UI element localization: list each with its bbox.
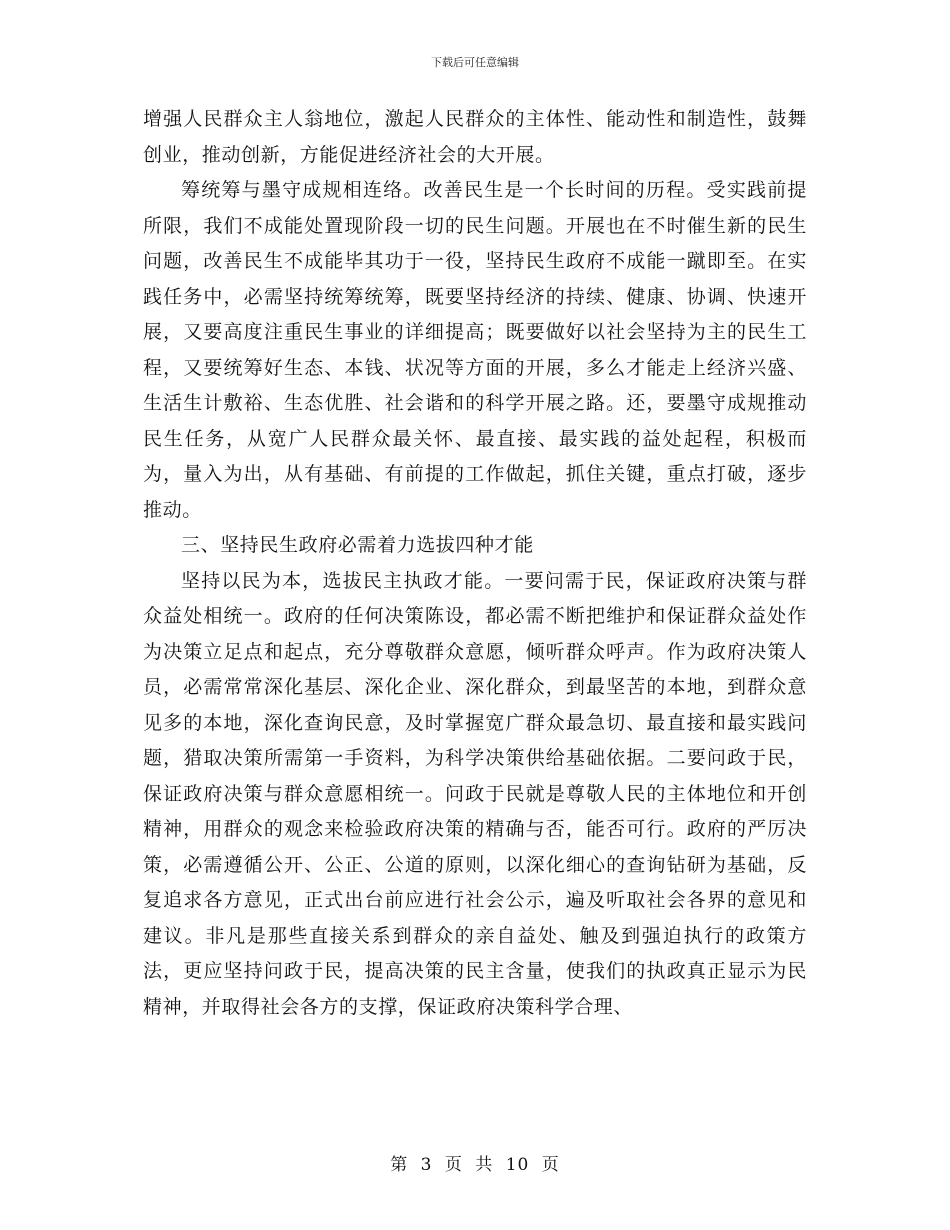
document-body bbox=[143, 102, 807, 1025]
paragraph-3: 坚持以民为本，选拔民主执政才能。一要问需于民，保证政府决策与群众益处相统一。政府的任何决策陈设，都必需不断把维护和保证群众益处作为决策立足点和起点，充分尊敬群众意愿，倾听群众呼声。作为政府决策人员，必需常常深化基层、深化企业、深化群众，到最坚苦的本地，到群众意见多的本地，深化查询民意，及时掌握宽广群众最急切、最直接和最实践问题，猎取决策所需第一手资料，为科学决策供给基础依据。二要问政于民，保证政府决策与群众意愿相统一。问政于民就是尊敬人民的主体地位和开创精神，用群众的观念来检验政府决策的精确与否，能否可行。政府的严厉决策，必需遵循公开、公正、公道的原则，以深化细心的查询钻研为基础，反复追求各方意见，正式出台前应进行社会公示，遍及听取社会各界的意见和建议。非凡是那些直接关系到群众的亲自益处、触及到强迫执行的政策方法，更应坚持问政于民，提高决策的民主含量，使我们的执政真正显示为民精神，并取得社会各方的支撑，保证政府决策科学合理、 bbox=[143, 569, 807, 1018]
footer-current-page: 3 bbox=[420, 1155, 433, 1175]
footer-total-pages: 10 bbox=[505, 1155, 530, 1175]
paragraph-1: 增强人民群众主人翁地位，激起人民群众的主体性、能动性和制造性，鼓舞创业，推动创新，方能促进经济社会的大开展。 bbox=[143, 108, 807, 166]
footer-prefix: 第 bbox=[390, 1155, 409, 1175]
footer-total-word: 共 bbox=[475, 1155, 494, 1175]
page-footer bbox=[0, 1150, 950, 1175]
page-header: 下载后可任意编辑 bbox=[431, 56, 519, 69]
paragraph-2: 筹统筹与墨守成规相连络。改善民生是一个长时间的历程。受实践前提所限，我们不成能处置现阶段一切的民生问题。开展也在不时催生新的民生问题，改善民生不成能毕其功于一役，坚持民生政府不成能一蹴即至。在实践任务中，必需坚持统筹统筹，既要坚持经济的持续、健康、协调、快速开展，又要高度注重民生事业的详细提高；既要做好以社会坚持为主的民生工程，又要统筹好生态、本钱、状况等方面的开展，多么才能走上经济兴盛、生活生计敷裕、生态优胜、社会谐和的科学开展之路。还，要墨守成规推动民生任务，从宽广人民群众最关怀、最直接、最实践的益处起程，积极而为，量入为出，从有基础、有前提的工作做起，抓住关键，重点打破，逐步推动。 bbox=[143, 179, 807, 521]
footer-suffix: 页 bbox=[541, 1155, 560, 1175]
footer-page-word: 页 bbox=[444, 1155, 463, 1175]
section-heading: 三、坚持民生政府必需着力选拔四种才能 bbox=[181, 534, 534, 556]
